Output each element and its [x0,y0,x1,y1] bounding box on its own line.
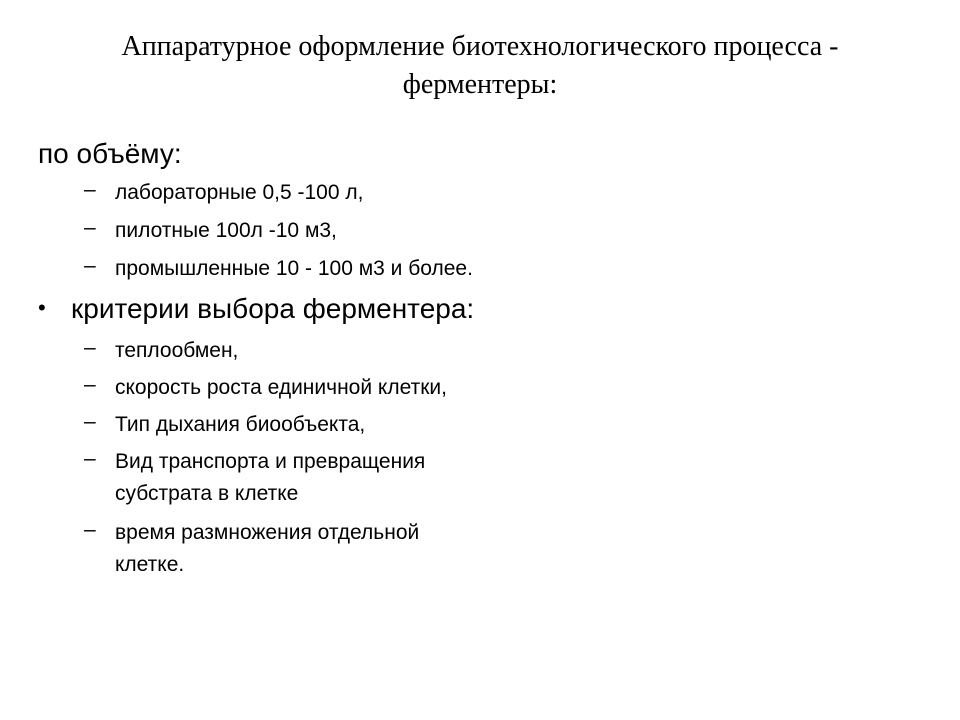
dash-marker: – [84,373,96,396]
dash-marker: – [84,254,96,277]
list-item-heat-exchange: теплообмен, [115,339,239,362]
title-line-1: Аппаратурное оформление биотехнологического процесса - [121,31,839,62]
section-heading-criteria: критерии выбора ферментера: [71,293,475,324]
dash-marker: – [84,178,96,201]
list-item-industrial: промышленные 10 - 100 м3 и более. [115,257,473,280]
list-item-laboratory: лабораторные 0,5 -100 л, [115,181,364,204]
list-item-reproduction-line-2: клетке. [115,553,185,576]
title-line-2: ферментеры: [402,69,558,100]
bullet-marker: • [38,295,46,320]
list-item-reproduction-line-1: время размножения отдельной [115,521,420,544]
list-item-growth-rate: скорость роста единичной клетки, [115,376,447,399]
list-item-transport-line-2: субстрата в клетке [115,482,299,505]
list-item-transport-line-1: Вид транспорта и превращения [115,450,426,473]
dash-marker: – [84,216,96,239]
dash-marker: – [84,336,96,359]
dash-marker: – [84,447,96,470]
dash-marker: – [84,518,96,541]
list-item-respiration-type: Тип дыхания биообъекта, [115,413,366,436]
section-heading-volume: по объёму: [38,138,182,169]
list-item-pilot: пилотные 100л -10 м3, [115,219,337,242]
dash-marker: – [84,410,96,433]
